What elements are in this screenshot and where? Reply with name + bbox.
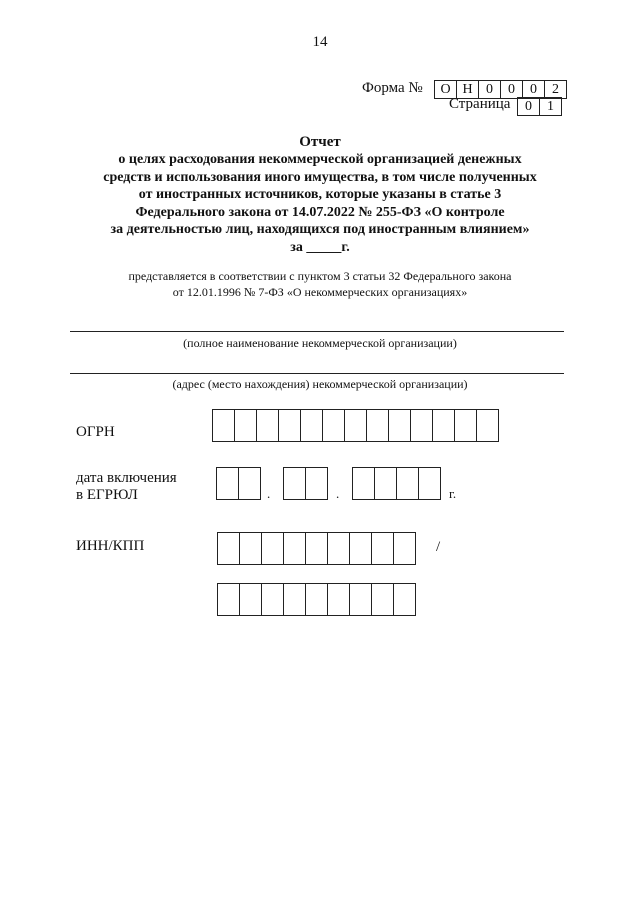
digit-box[interactable]	[256, 409, 279, 442]
digit-box[interactable]	[239, 532, 262, 565]
digit-box[interactable]	[366, 409, 389, 442]
digit-box[interactable]	[371, 583, 394, 616]
egrul-month-boxes[interactable]	[284, 467, 328, 500]
digit-box[interactable]	[327, 532, 350, 565]
date-separator: .	[336, 486, 340, 501]
digit-box[interactable]	[418, 467, 441, 500]
digit-box[interactable]	[217, 532, 240, 565]
kpp-boxes[interactable]	[218, 583, 416, 616]
org-name-caption: (полное наименование некоммерческой организации)	[183, 336, 457, 350]
digit-box[interactable]	[374, 467, 397, 500]
digit-box[interactable]	[261, 532, 284, 565]
egrul-year-boxes[interactable]	[353, 467, 441, 500]
digit-box[interactable]	[344, 409, 367, 442]
digit-box[interactable]	[238, 467, 261, 500]
inn-kpp-separator: /	[436, 539, 441, 555]
form-code-cell: Н	[456, 80, 479, 99]
subtitle-line: за деятельностью лиц, находящихся под иностранным влиянием»	[110, 222, 530, 237]
form-code-cell: О	[434, 80, 457, 99]
digit-box[interactable]	[212, 409, 235, 442]
digit-box[interactable]	[352, 467, 375, 500]
page-number-cell: 0	[517, 97, 540, 116]
digit-box[interactable]	[327, 583, 350, 616]
org-address-line[interactable]	[70, 373, 564, 374]
form-code-cell: 0	[500, 80, 523, 99]
org-address-caption: (адрес (место нахождения) некоммерческой организации)	[172, 377, 468, 391]
digit-box[interactable]	[410, 409, 433, 442]
form-code-cell: 0	[478, 80, 501, 99]
digit-box[interactable]	[371, 532, 394, 565]
page-label: Страница	[449, 96, 511, 112]
legal-basis	[80, 268, 560, 300]
form-number-label: Форма №	[362, 80, 423, 96]
digit-box[interactable]	[305, 467, 328, 500]
digit-box[interactable]	[454, 409, 477, 442]
digit-box[interactable]	[283, 583, 306, 616]
digit-box[interactable]	[305, 583, 328, 616]
digit-box[interactable]	[239, 583, 262, 616]
egrul-label-line1: дата включения	[76, 470, 177, 486]
form-code-cell: 0	[522, 80, 545, 99]
egrul-label-line2: в ЕГРЮЛ	[76, 487, 138, 503]
ogrn-label: ОГРН	[76, 424, 115, 440]
report-period-line: за _____г.	[290, 239, 350, 255]
digit-box[interactable]	[278, 409, 301, 442]
subtitle-line: о целях расходования некоммерческой организацией денежных	[118, 152, 522, 167]
digit-box[interactable]	[305, 532, 328, 565]
form-code-cell: 2	[544, 80, 567, 99]
year-suffix: г.	[449, 486, 457, 501]
digit-box[interactable]	[300, 409, 323, 442]
page-number-cells	[518, 97, 562, 116]
digit-box[interactable]	[216, 467, 239, 500]
digit-box[interactable]	[396, 467, 419, 500]
digit-box[interactable]	[476, 409, 499, 442]
egrul-day-boxes[interactable]	[217, 467, 261, 500]
basis-line: представляется в соответствии с пунктом 3 статьи 32 Федерального закона	[128, 269, 512, 283]
ogrn-boxes[interactable]	[213, 409, 499, 442]
digit-box[interactable]	[432, 409, 455, 442]
page-number-cell: 1	[539, 97, 562, 116]
digit-box[interactable]	[217, 583, 240, 616]
digit-box[interactable]	[349, 532, 372, 565]
digit-box[interactable]	[283, 532, 306, 565]
subtitle-line: средств и использования иного имущества, в том числе полученных	[103, 169, 537, 185]
org-name-line[interactable]	[70, 331, 564, 332]
inn-boxes[interactable]	[218, 532, 416, 565]
digit-box[interactable]	[322, 409, 345, 442]
digit-box[interactable]	[283, 467, 306, 500]
basis-line: от 12.01.1996 № 7-ФЗ «О некоммерческих организациях»	[172, 285, 468, 299]
digit-box[interactable]	[393, 583, 416, 616]
digit-box[interactable]	[393, 532, 416, 565]
digit-box[interactable]	[234, 409, 257, 442]
digit-box[interactable]	[388, 409, 411, 442]
report-subtitle	[60, 151, 580, 256]
date-separator: .	[267, 486, 271, 501]
report-title: Отчет	[299, 134, 341, 150]
page-number: 14	[312, 34, 328, 50]
inn-kpp-label: ИНН/КПП	[76, 538, 145, 554]
subtitle-line: от иностранных источников, которые указаны в статье 3	[138, 187, 502, 202]
digit-box[interactable]	[349, 583, 372, 616]
digit-box[interactable]	[261, 583, 284, 616]
subtitle-line: Федерального закона от 14.07.2022 № 255-ФЗ «О контроле	[135, 204, 505, 220]
